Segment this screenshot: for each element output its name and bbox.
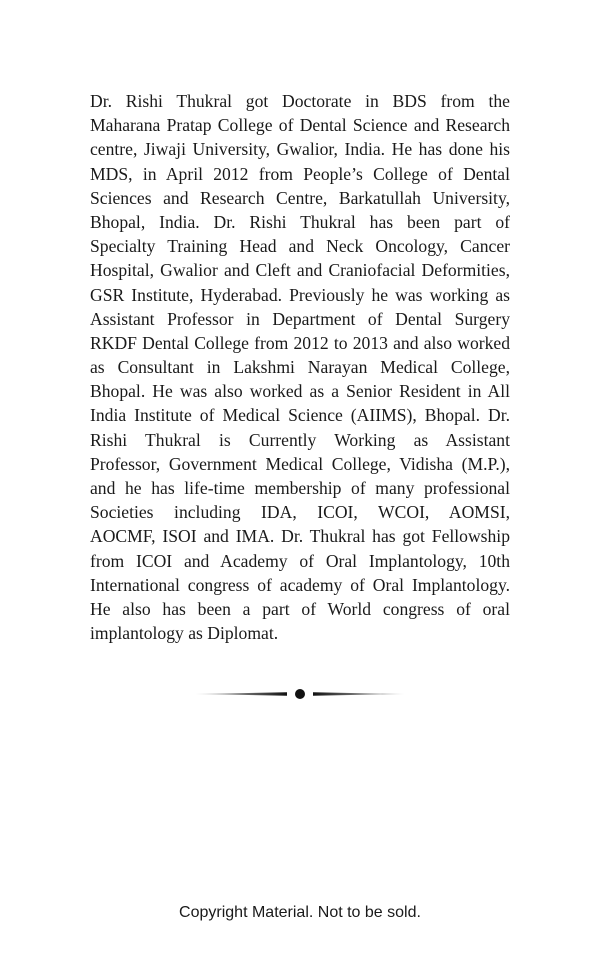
biography-line: Dr. Rishi Thukral got Doctorate in BDS from the [90, 91, 510, 111]
divider-right-stroke [313, 692, 405, 695]
biography-line: implantology as Diplomat. [90, 623, 279, 644]
biography-line: Sciences and Research Centre, Barkatullah University, [90, 187, 510, 208]
biography-line: Societies including IDA, ICOI, WCOI, AOMSI, [90, 502, 510, 523]
biography-line: GSR Institute, Hyderabad. Previously he was working as [90, 284, 510, 305]
divider-left-stroke [195, 692, 287, 695]
biography-line: and he has life-time membership of many professional [90, 478, 510, 498]
biography-line: centre, Jiwaji University, Gwalior, India. He has done his [90, 139, 510, 160]
author-biography [90, 89, 510, 645]
divider-center-dot [295, 689, 305, 699]
biography-line: as Consultant in Lakshmi Narayan Medical College, [90, 357, 510, 378]
biography-line: from ICOI and Academy of Oral Implantology, 10th [90, 550, 510, 571]
biography-line: Bhopal. He was also worked as a Senior Resident in All [90, 381, 510, 402]
biography-line: Assistant Professor in Department of Dental Surgery [90, 308, 510, 329]
biography-line: RKDF Dental College from 2012 to 2013 and also worked [90, 332, 510, 353]
biography-line: Bhopal, India. Dr. Rishi Thukral has been part of [90, 211, 510, 232]
biography-line: Hospital, Gwalior and Cleft and Craniofacial Deformities, [90, 260, 510, 281]
biography-line: India Institute of Medical Science (AIIMS), Bhopal. Dr. [90, 405, 510, 426]
biography-line: He also has been a part of World congress of oral [90, 598, 510, 619]
biography-line: Professor, Government Medical College, Vidisha (M.P.), [90, 453, 510, 474]
copyright-notice: Copyright Material. Not to be sold. [179, 904, 421, 921]
biography-line: Specialty Training Head and Neck Oncology, Cancer [90, 236, 510, 257]
biography-line: Maharana Pratap College of Dental Science and Research [90, 115, 510, 136]
section-divider-icon [195, 686, 405, 702]
biography-line: International congress of academy of Oral Implantology. [90, 574, 510, 595]
biography-line: Rishi Thukral is Currently Working as Assistant [90, 429, 510, 450]
biography-line: MDS, in April 2012 from People’s College of Dental [90, 163, 510, 184]
biography-line: AOCMF, ISOI and IMA. Dr. Thukral has got Fellowship [90, 526, 510, 547]
